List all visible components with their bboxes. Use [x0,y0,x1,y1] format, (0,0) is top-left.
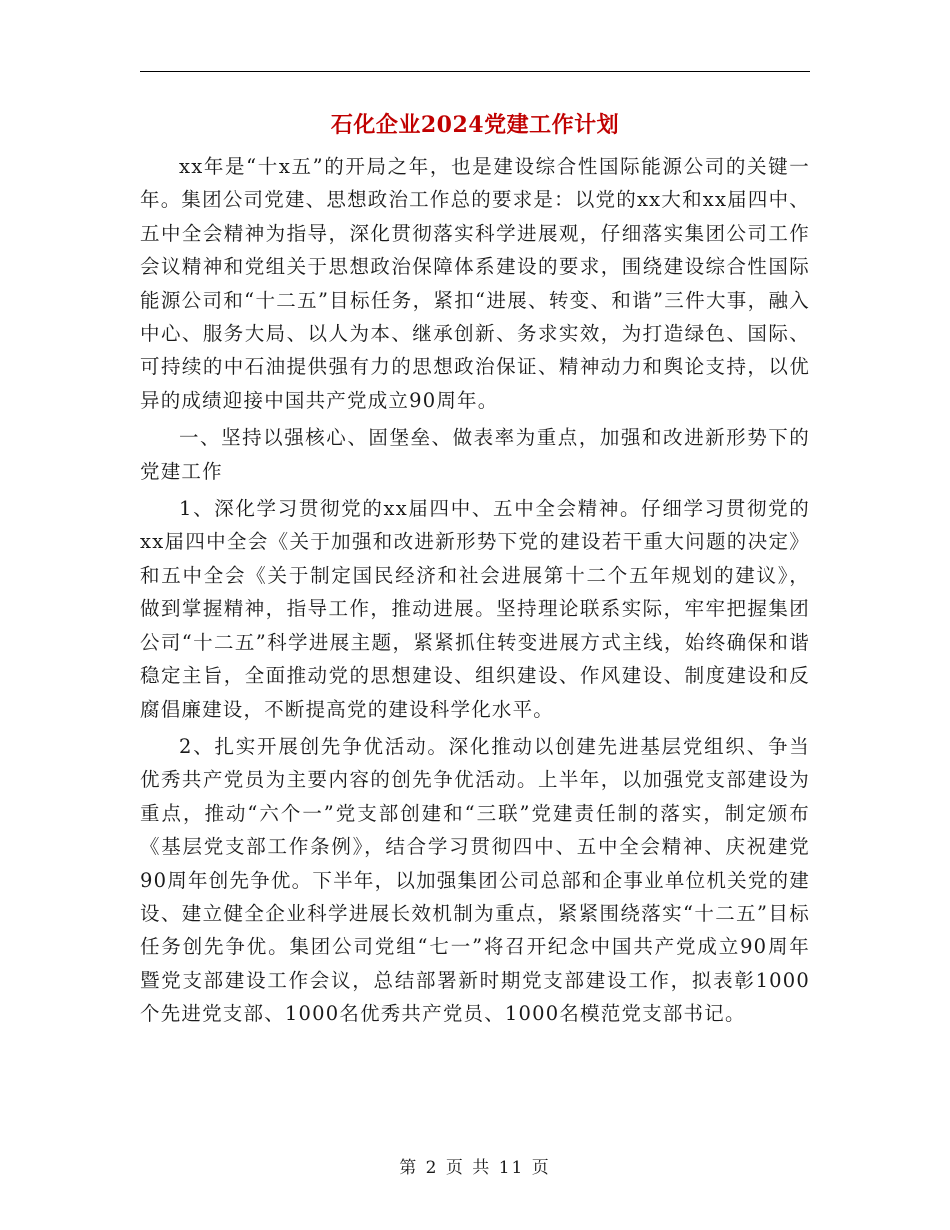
paragraph-intro: xx年是“十x五”的开局之年，也是建设综合性国际能源公司的关键一年。集团公司党建、思想政治工作总的要求是：以党的xx大和xx届四中、五中全会精神为指导，深化贯彻落实科学进展观，仔细落实集团公司工作会议精神和党组关于思想政治保障体系建设的要求，围绕建设综合性国际能源公司和“十二五”目标任务，紧扣“进展、转变、和谐”三件大事，融入中心、服务大局、以人为本、继承创新、务求实效，为打造绿色、国际、可持续的中石油提供强有力的思想政治保证、精神动力和舆论支持，以优异的成绩迎接中国共产党成立90周年。 [140,155,810,412]
paragraph-item-2: 2、扎实开展创先争优活动。深化推动以创建先进基层党组织、争当优秀共产党员为主要内容的创先争优活动。上半年，以加强党支部建设为重点，推动“六个一”党支部创建和“三联”党建责任制的落实，制定颁布《基层党支部工作条例》，结合学习贯彻四中、五中全会精神、庆祝建党90周年创先争优。下半年，以加强集团公司总部和企事业单位机关党的建设、建立健全企业科学进展长效机制为重点，紧紧围绕落实“十二五”目标任务创先争优。集团公司党组“七一”将召开纪念中国共产党成立90周年暨党支部建设工作会议，总结部署新时期党支部建设工作，拟表彰1000个先进党支部、1000名优秀共产党员、1000名模范党支部书记。 [140,734,810,1026]
section-heading-1: 一、坚持以强核心、固堡垒、做表率为重点，加强和改进新形势下的党建工作 [140,426,810,483]
document-title: 石化企业2024党建工作计划 [330,112,620,138]
document-body [140,150,810,1035]
page-number: 第 2 页 共 11 页 [399,1158,551,1178]
header-rule [140,71,810,72]
paragraph-item-1: 1、深化学习贯彻党的xx届四中、五中全会精神。仔细学习贯彻党的xx届四中全会《关于加强和改进新形势下党的建设若干重大问题的决定》和五中全会《关于制定国民经济和社会进展第十二个五年规划的建议》，做到掌握精神，指导工作，推动进展。坚持理论联系实际，牢牢把握集团公司“十二五”科学进展主题，紧紧抓住转变进展方式主线，始终确保和谐稳定主旨，全面推动党的思想建设、组织建设、作风建设、制度建设和反腐倡廉建设，不断提高党的建设科学化水平。 [140,497,810,721]
